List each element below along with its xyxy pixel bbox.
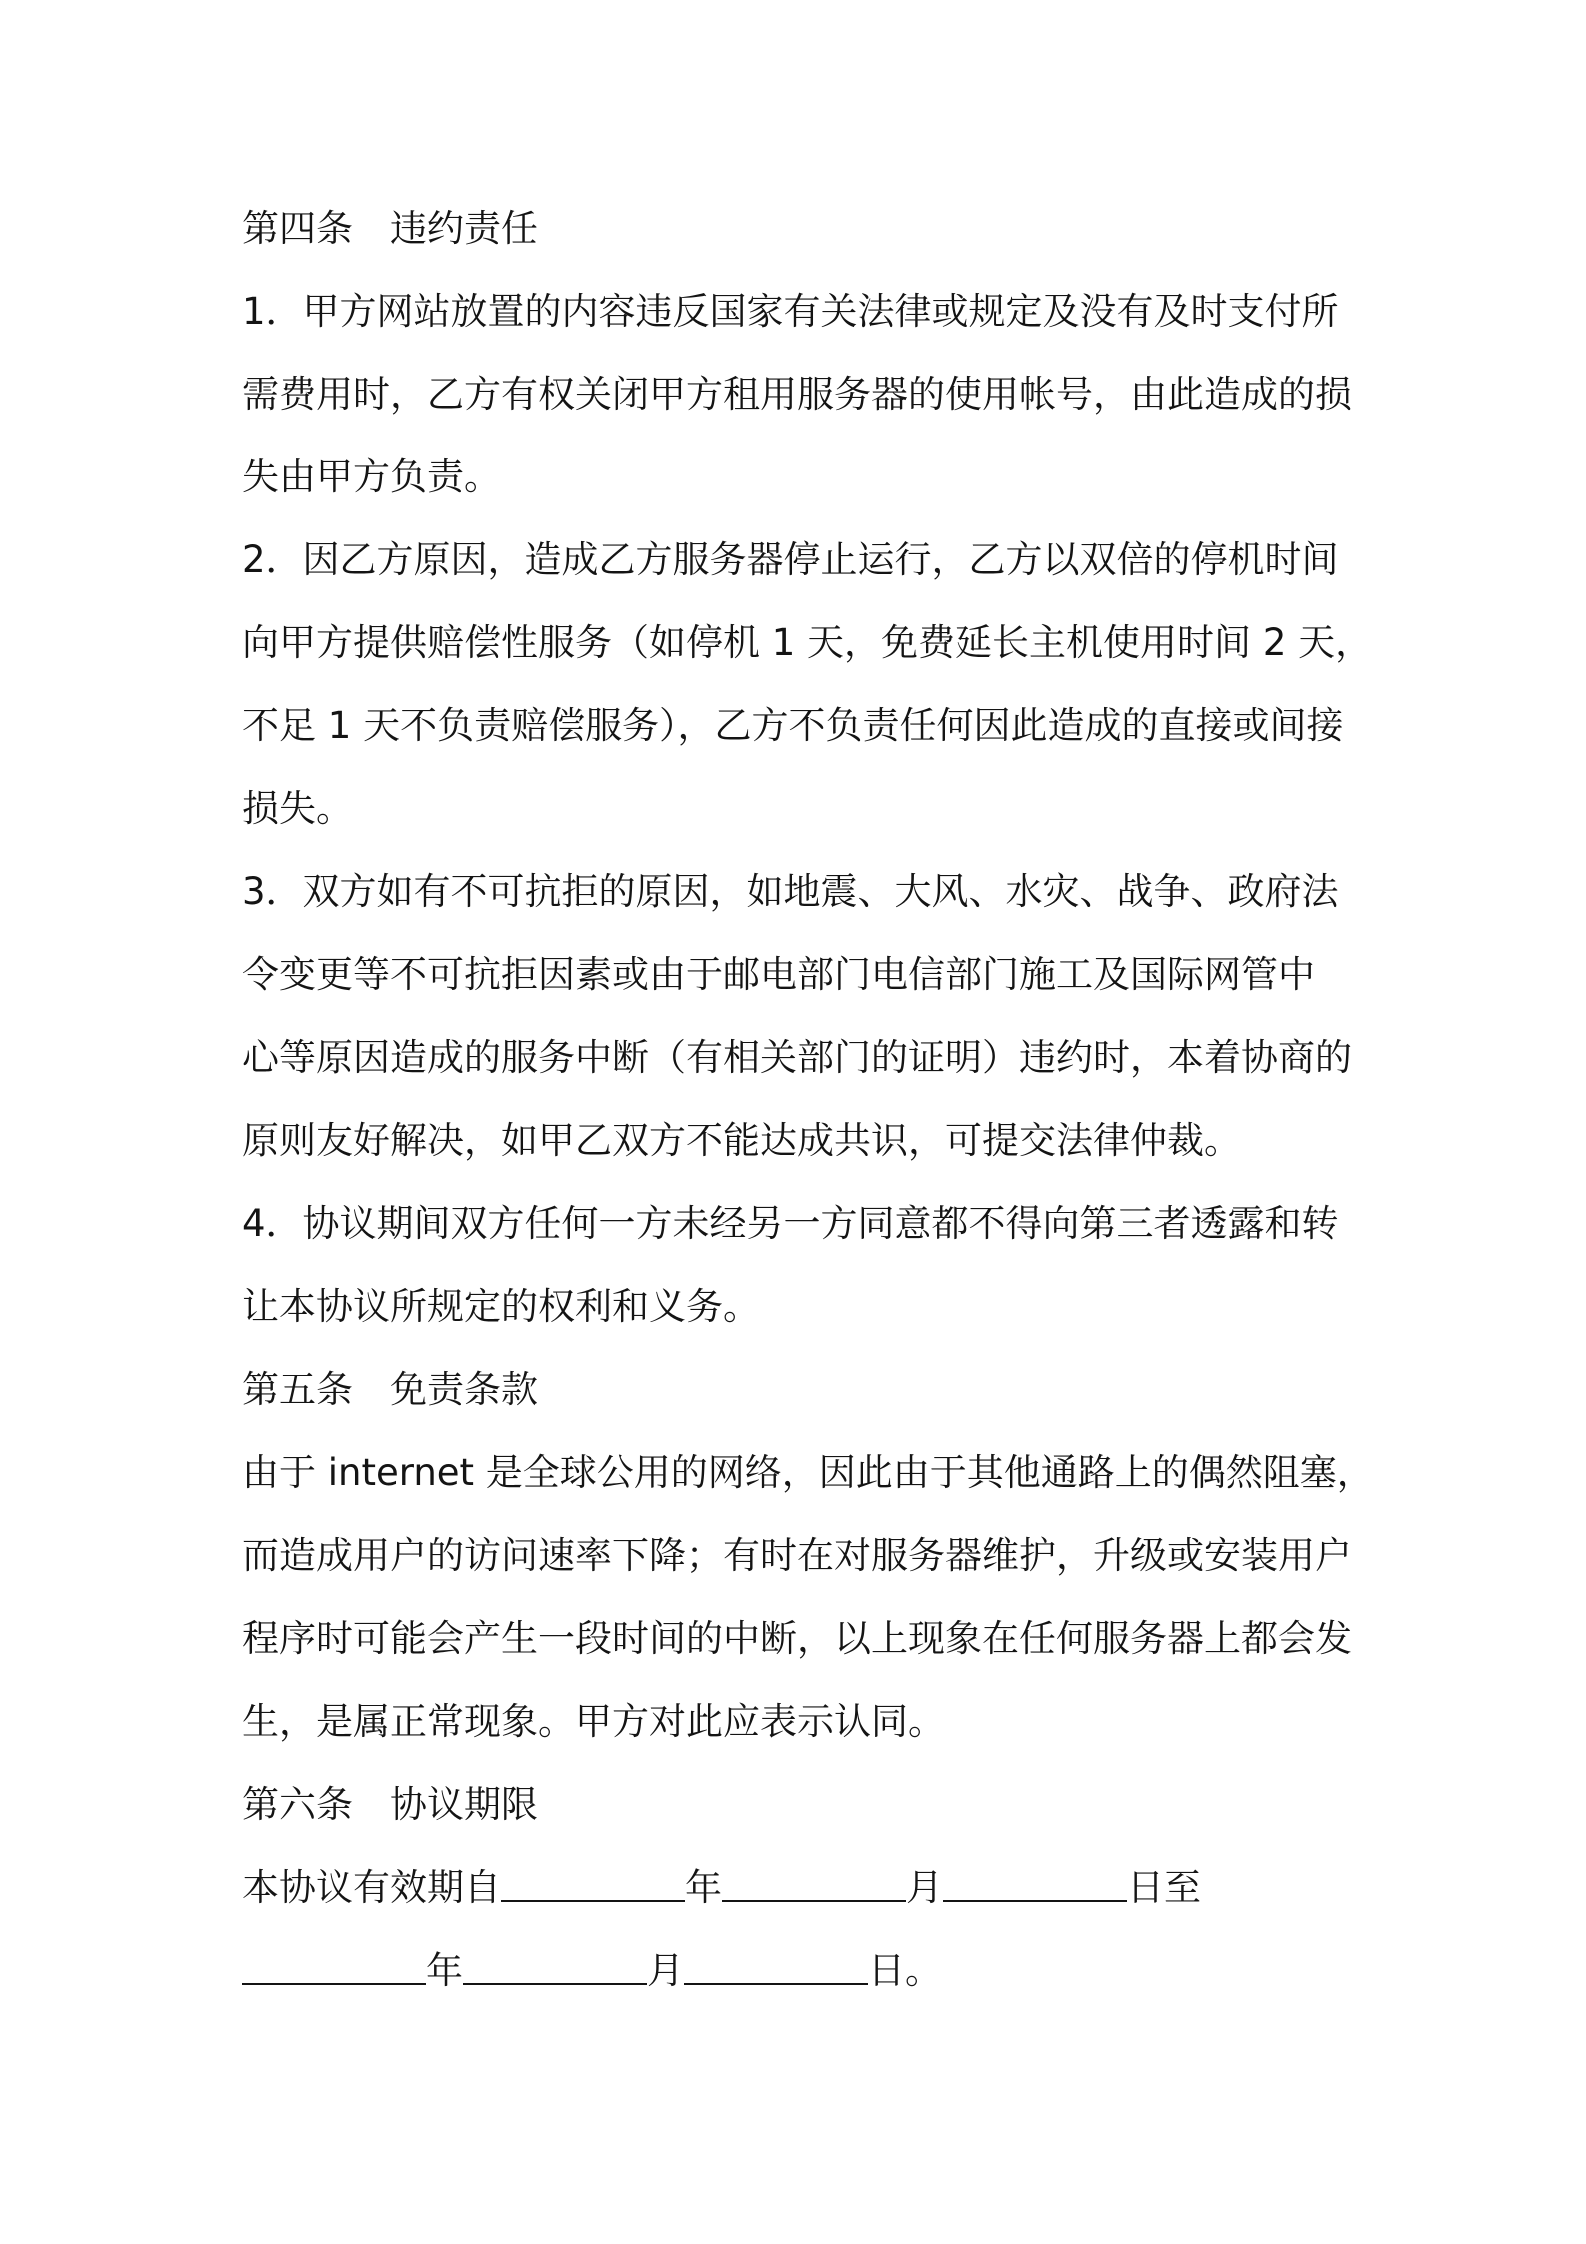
day-end-label: 日。 (868, 1949, 942, 1992)
month-label: 月 (647, 1949, 684, 1992)
article-6-heading: 第六条 协议期限 (242, 1783, 538, 1826)
end-month-blank (463, 1943, 647, 1985)
article-4-line: 3．双方如有不可抗拒的原因，如地震、大风、水灾、战争、政府法 (242, 870, 1339, 913)
article-4-line: 需费用时，乙方有权关闭甲方租用服务器的使用帐号，由此造成的损 (242, 373, 1352, 416)
article-4-line: 令变更等不可抗拒因素或由于邮电部门电信部门施工及国际网管中 (242, 953, 1315, 996)
article-6-term-line-1 (242, 1855, 1362, 1921)
article-4-line: 1．甲方网站放置的内容违反国家有关法律或规定及没有及时支付所 (242, 290, 1339, 333)
article-4-line: 心等原因造成的服务中断（有相关部门的证明）违约时，本着协商的 (242, 1036, 1352, 1079)
end-day-blank (684, 1943, 868, 1985)
article-4-line: 不足 1 天不负责赔偿服务），乙方不负责任何因此造成的直接或间接 (242, 704, 1344, 747)
article-5-heading: 第五条 免责条款 (242, 1368, 538, 1411)
article-4-line: 原则友好解决，如甲乙双方不能达成共识，可提交法律仲裁。 (242, 1119, 1241, 1162)
year-label: 年 (685, 1866, 722, 1909)
start-year-blank (501, 1860, 685, 1902)
article-4-line: 2．因乙方原因，造成乙方服务器停止运行，乙方以双倍的停机时间 (242, 538, 1339, 581)
article-5-line: 程序时可能会产生一段时间的中断，以上现象在任何服务器上都会发 (242, 1617, 1352, 1660)
year-label: 年 (426, 1949, 463, 1992)
article-5-line: 而造成用户的访问速率下降；有时在对服务器维护，升级或安装用户 (242, 1534, 1352, 1577)
day-to-label: 日至 (1127, 1866, 1201, 1909)
article-4-line: 让本协议所规定的权利和义务。 (242, 1285, 760, 1328)
article-4-line: 向甲方提供赔偿性服务（如停机 1 天，免费延长主机使用时间 2 天， (242, 621, 1373, 664)
article-4-heading: 第四条 违约责任 (242, 207, 538, 250)
start-month-blank (722, 1860, 906, 1902)
article-4-line: 4．协议期间双方任何一方未经另一方同意都不得向第三者透露和转 (242, 1202, 1339, 1245)
article-4-line: 损失。 (242, 787, 353, 830)
article-5-line: 由于 internet 是全球公用的网络，因此由于其他通路上的偶然阻塞， (242, 1451, 1374, 1494)
start-day-blank (943, 1860, 1127, 1902)
end-year-blank (242, 1943, 426, 1985)
term-start-prefix: 本协议有效期自 (242, 1866, 501, 1909)
article-5-line: 生，是属正常现象。甲方对此应表示认同。 (242, 1700, 945, 1743)
article-4-line: 失由甲方负责。 (242, 455, 501, 498)
month-label: 月 (906, 1866, 943, 1909)
article-6-term-line-2 (242, 1938, 1362, 2004)
